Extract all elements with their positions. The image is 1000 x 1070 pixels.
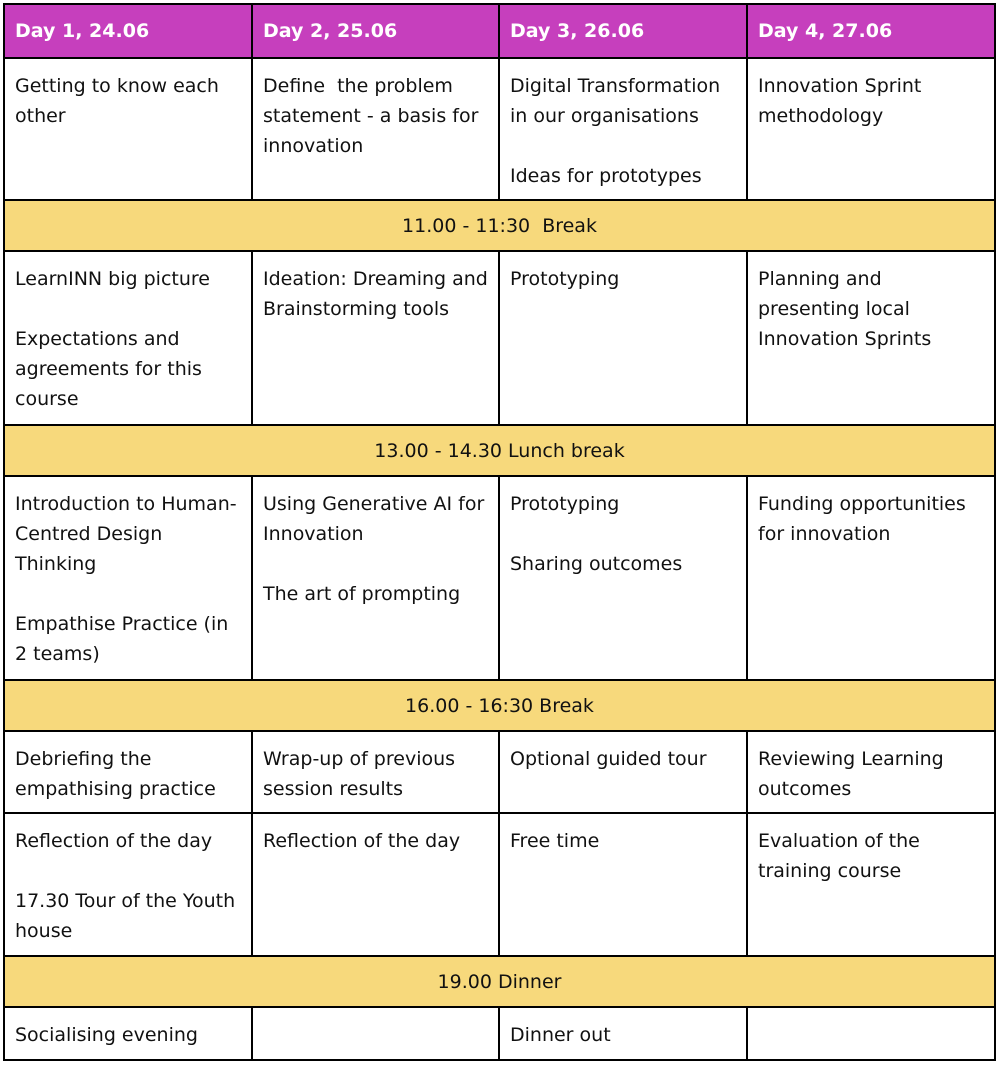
session-item: Free time — [510, 830, 600, 852]
session-item: The art of prompting — [263, 583, 461, 605]
session-item: Digital Transformation in our organisations — [510, 75, 721, 127]
break-row-3 — [4, 680, 995, 731]
header-day-3: Day 3, 26.06 — [499, 4, 747, 58]
cell-day-4 — [747, 476, 995, 680]
break-label: 13.00 - 14.30 Lunch break — [4, 425, 995, 476]
cell-day-1 — [4, 476, 252, 680]
session-item: Socialising evening — [15, 1024, 198, 1046]
header-day-2: Day 2, 25.06 — [252, 4, 499, 58]
session-item: Define the problem statement - a basis for innovation — [263, 75, 485, 157]
cell-day-3 — [499, 813, 747, 956]
session-item: Planning and presenting local Innovation Sprints — [758, 268, 932, 350]
cell-day-3 — [499, 731, 747, 813]
cell-day-4 — [747, 813, 995, 956]
cell-day-2 — [252, 1007, 499, 1060]
cell-day-2 — [252, 813, 499, 956]
cell-day-2 — [252, 251, 499, 425]
session-row-5 — [4, 813, 995, 956]
cell-day-3 — [499, 251, 747, 425]
header-day-1: Day 1, 24.06 — [4, 4, 252, 58]
session-item: Reviewing Learning outcomes — [758, 748, 944, 800]
cell-day-1 — [4, 251, 252, 425]
session-item: LearnINN big picture — [15, 268, 210, 290]
cell-day-3 — [499, 58, 747, 200]
session-item: Prototyping — [510, 493, 620, 515]
session-item: Wrap-up of previous session results — [263, 748, 456, 800]
session-item: Using Generative AI for Innovation — [263, 493, 485, 545]
session-item: Innovation Sprint methodology — [758, 75, 922, 127]
session-item: Debriefing the empathising practice — [15, 748, 216, 800]
cell-day-3 — [499, 1007, 747, 1060]
session-item: Introduction to Human-Centred Design Thinking — [15, 493, 237, 575]
cell-day-1 — [4, 813, 252, 956]
break-label: 16.00 - 16:30 Break — [4, 680, 995, 731]
session-row-1 — [4, 58, 995, 200]
cell-day-1 — [4, 731, 252, 813]
session-item: Funding opportunities for innovation — [758, 493, 966, 545]
break-label: 11.00 - 11:30 Break — [4, 200, 995, 251]
cell-day-4 — [747, 1007, 995, 1060]
cell-day-4 — [747, 731, 995, 813]
cell-day-1 — [4, 1007, 252, 1060]
session-row-2 — [4, 251, 995, 425]
cell-day-4 — [747, 251, 995, 425]
break-row-4 — [4, 956, 995, 1007]
session-item: Reflection of the day — [15, 830, 213, 852]
cell-day-2 — [252, 731, 499, 813]
break-row-1 — [4, 200, 995, 251]
header-day-4: Day 4, 27.06 — [747, 4, 995, 58]
cell-day-3 — [499, 476, 747, 680]
session-row-3 — [4, 476, 995, 680]
cell-day-4 — [747, 58, 995, 200]
session-item: 17.30 Tour of the Youth house — [15, 890, 236, 942]
session-item: Prototyping — [510, 268, 620, 290]
session-item: Ideas for prototypes — [510, 165, 702, 187]
session-item: Dinner out — [510, 1024, 611, 1046]
session-row-6 — [4, 1007, 995, 1060]
session-item: Optional guided tour — [510, 748, 707, 770]
cell-day-1 — [4, 58, 252, 200]
cell-day-2 — [252, 476, 499, 680]
session-item: Ideation: Dreaming and Brainstorming tools — [263, 268, 488, 320]
schedule-table — [3, 3, 996, 1061]
break-label: 19.00 Dinner — [4, 956, 995, 1007]
break-row-2 — [4, 425, 995, 476]
header-row — [4, 4, 995, 58]
session-row-4 — [4, 731, 995, 813]
session-item: Reflection of the day — [263, 830, 461, 852]
session-item: Expectations and agreements for this course — [15, 328, 202, 410]
session-item: Empathise Practice (in 2 teams) — [15, 613, 229, 665]
session-item: Evaluation of the training course — [758, 830, 920, 882]
session-item: Getting to know each other — [15, 75, 219, 127]
cell-day-2 — [252, 58, 499, 200]
session-item: Sharing outcomes — [510, 553, 683, 575]
